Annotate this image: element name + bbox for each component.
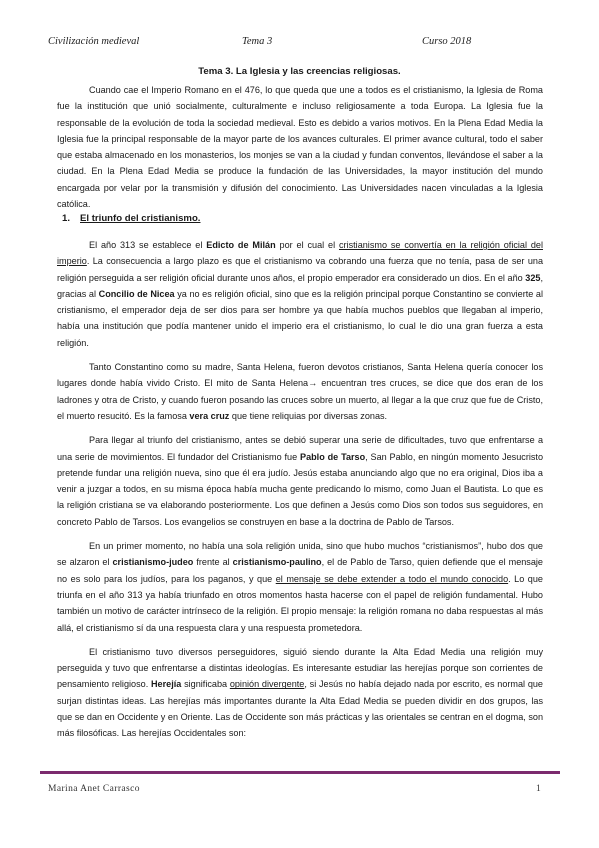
main-body bbox=[57, 237, 543, 742]
emph-herejia: Herejía bbox=[150, 679, 182, 690]
footer-rule bbox=[40, 771, 560, 774]
page-title: Tema 3. La Iglesia y las creencias religiosas. bbox=[198, 66, 401, 77]
header-year: Curso 2018 bbox=[422, 36, 472, 47]
emph-year: 325 bbox=[525, 272, 541, 283]
emph-paulino: cristianismo-paulino bbox=[232, 557, 322, 568]
paragraph-santa-helena: Tanto Constantino como su madre, Santa Helena, fueron devotos cristianos, Santa Helena quería conocer los lugares donde había vivido Cristo. El mito de Santa Helena→ encuentran tres cruces, se dice que dos eran de los ladrones y otra de Cristo, y cuando fueron posando las cruces sobre un muerto, al llegar a la que cruz que fue de Cristo, el muerto resucitó. Es la famosa vera cruz que tiene reliquias por diversas zonas. bbox=[57, 362, 543, 421]
emph-vera-cruz: vera cruz bbox=[189, 410, 230, 421]
page-number: 1 bbox=[536, 784, 541, 794]
section-heading bbox=[62, 213, 200, 224]
section-title: El triunfo del cristianismo. bbox=[80, 213, 201, 224]
header-topic: Tema 3 bbox=[242, 36, 273, 47]
paragraph-edicto: El año 313 se establece el Edicto de Milán por el cual el cristianismo se convertía en la religión oficial del imperio. La consecuencia a largo plazo es que el cristianismo va cobrando una fuerza que no tenía, pasa de ser una religión perseguida a ser religión oficial durante unos años, el propio emperador era considerado un dios. En el año 325, gracias al Concilio de Nicea ya no es religión oficial, sino que es la religión principal porque Constantino se convierte al cristianismo, el emperador deja de ser dios para ser hombre ya que había muchos pueblos que llegaban al imperio, había una institución que podía mantener unido el imperio era el cristianismo, lo cual le dio una gran fuerza a esta religión. bbox=[57, 240, 543, 348]
section-number: 1. bbox=[62, 213, 71, 224]
underline-opinion: opinión divergente bbox=[229, 679, 305, 690]
emph-pablo: Pablo de Tarso bbox=[300, 451, 366, 462]
intro-block bbox=[57, 82, 543, 212]
underline-mensaje: el mensaje se debe extender a todo el mundo conocido bbox=[275, 573, 509, 584]
paragraph-pablo: Para llegar al triunfo del cristianismo, antes se debió superar una serie de dificultades, tuvo que enfrentarse a una serie de movimientos. El fundador del Cristianismo fue Pablo de Tarso, San Pablo, en ningún momento Jesucristo pretende fundar una religión nueva, sino que él era judío. Jesús estaba anunciando algo que no era original, Dios iba a venir a juzgar a todos, en su misma época había mucha gente predicando lo mismo, como Juan el Bautista. Lo que es la religión cristiana se va elaborando posteriormente. Los que definen a Jesús como Dios son todos sus seguidores, en concreto Pablo de Tarsos. Los evangelios se construyen en base a la doctrina de Pablo de Tarsos. bbox=[57, 435, 544, 527]
paragraph-cristianismos: En un primer momento, no había una sola religión unida, sino que hubo muchos “cristianismos”, hubo dos que se alzaron el cristianismo-judeo frente al cristianismo-paulino, el de Pablo de Tarso, quien defiende que el mensaje no es solo para los judíos, para los paganos, y que el mensaje se debe extender a todo el mundo conocido. Lo que triunfa en el año 313 ya había triunfado en otros momentos hasta hacerse con el papel de religión fundamental. Hubo también un motivo de carácter intrínseco de la religión. El propio mensaje: la religión romana no daba respuestas al más allá, el cristianismo sí da una respuesta clara y una respuesta prometedora. bbox=[57, 541, 543, 633]
emph-edicto: Edicto de Milán bbox=[206, 240, 276, 250]
paragraph-herejias: El cristianismo tuvo diversos perseguidores, siguió siendo durante la Alta Edad Media una religión muy perseguida y tuvo que enfrentarse a distintas ideologías. Es interesante estudiar las herejías porque son corrientes de pensamiento religioso. Herejía significaba opinión divergente, si Jesús no había dejado nada por escrito, es normal que surjan distintas ideas. Las herejías más importantes durante la Alta Edad Media se pueden dividir en dos grupos, las que se dan en Occidente y en Oriente. Las de Occidente son más prácticas y las orientales se centran en el dogma, son más filosóficas. Las herejías Occidentales son: bbox=[57, 646, 543, 739]
header-course: Civilización medieval bbox=[48, 36, 140, 47]
emph-concilio: Concilio de Nicea bbox=[98, 288, 175, 299]
intro-paragraph: Cuando cae el Imperio Romano en el 476, lo que queda que une a todos es el cristianismo, la Iglesia de Roma fue la institución que unió socialmente, culturalmente e incluso religiosamente a toda Europa. La Iglesia fue la responsable de la evolución de toda la sociedad medieval. Esto es debido a varios motivos. En la Plena Edad Media la Iglesia fue la principal responsable de la mayor parte de los avances culturales. El primer avance cultural, todo el saber que estaba almacenado en los monasterios, los monjes se van a la ciudad y fundan conventos, llevándose el saber a la ciudad. En la Plena Edad Media se produce la fundación de las Universidades, la mayor institución del mundo encargada por velar por la transmisión y difusión del conocimiento. Las Universidades nacen vinculadas a la Iglesia católica. bbox=[57, 85, 543, 210]
emph-judeo: cristianismo-judeo bbox=[112, 557, 194, 568]
footer-author: Marina Anet Carrasco bbox=[48, 784, 140, 794]
underline-religion-oficial: cristianismo se convertía en la religión oficial del imperio bbox=[57, 240, 543, 267]
